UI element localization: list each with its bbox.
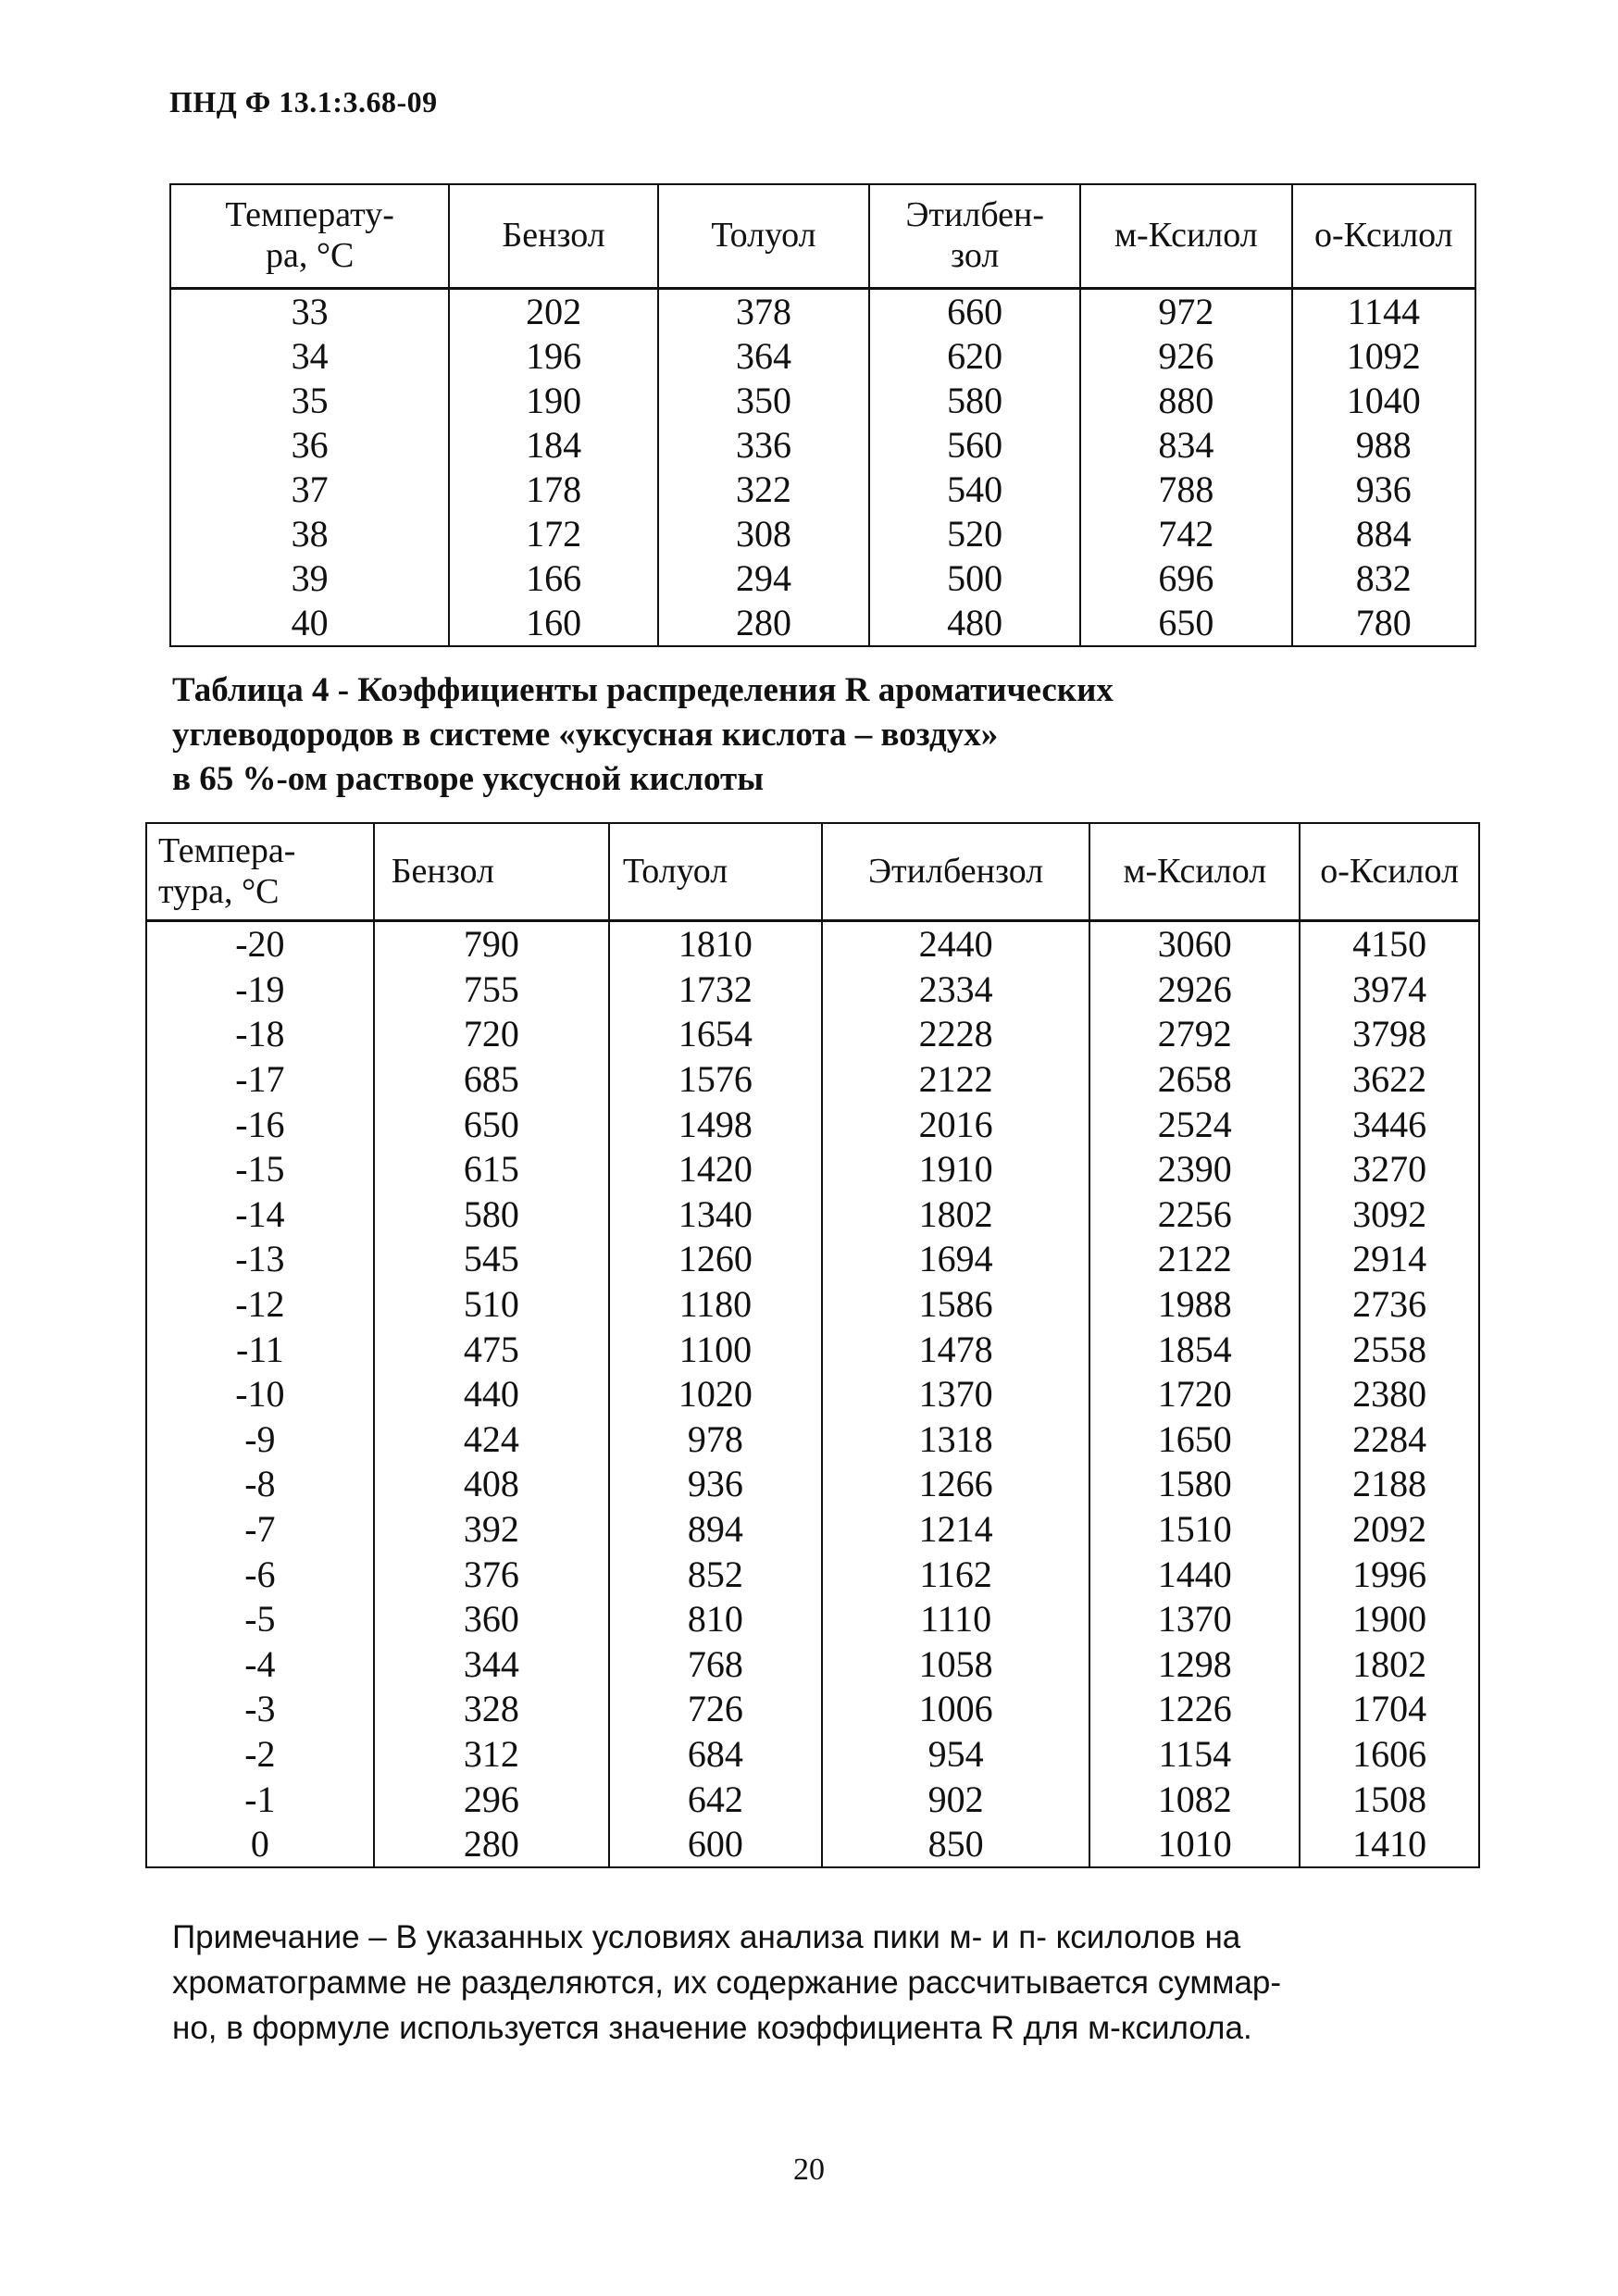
table-cell: 336 [658, 423, 869, 468]
table-cell: 34 [170, 334, 449, 379]
table-cell: 755 [374, 967, 609, 1013]
table-cell: 2256 [1089, 1192, 1300, 1238]
table-cell: 3446 [1300, 1102, 1479, 1147]
table-cell: 364 [658, 334, 869, 379]
column-header: о-Ксилол [1300, 823, 1479, 921]
table-cell: 480 [869, 601, 1080, 646]
table-cell: 684 [609, 1732, 822, 1778]
table-cell: 1732 [609, 967, 822, 1013]
table-cell: 852 [609, 1552, 822, 1597]
table-row [146, 1507, 1479, 1553]
table-cell: 1110 [822, 1597, 1089, 1642]
table-cell: 38 [170, 512, 449, 556]
table-cell: 540 [869, 468, 1080, 512]
table-cell: 1340 [609, 1192, 822, 1238]
table-cell: 1370 [822, 1372, 1089, 1417]
table-cell: 36 [170, 423, 449, 468]
table-cell: -19 [146, 967, 374, 1013]
table-cell: 1162 [822, 1552, 1089, 1597]
table-cell: 780 [1292, 601, 1475, 646]
page-number: 20 [793, 2152, 825, 2187]
table-cell: 3270 [1300, 1147, 1479, 1192]
column-header: Этилбен- зол [869, 184, 1080, 289]
table-cell: 1410 [1300, 1822, 1479, 1868]
table-cell: 294 [658, 556, 869, 601]
table-row [170, 334, 1475, 379]
table-cell: 600 [609, 1822, 822, 1868]
table-cell: 832 [1292, 556, 1475, 601]
table-cell: 1854 [1089, 1327, 1300, 1372]
table-cell: 2914 [1300, 1237, 1479, 1282]
table-cell: 2228 [822, 1012, 1089, 1057]
table-cell: -11 [146, 1327, 374, 1372]
table-row [146, 1282, 1479, 1328]
table-cell: 2792 [1089, 1012, 1300, 1057]
table-row [170, 601, 1475, 646]
table-cell: 202 [449, 289, 657, 335]
table-row [170, 556, 1475, 601]
table-cell: 720 [374, 1012, 609, 1057]
table-cell: 312 [374, 1732, 609, 1778]
table-cell: -16 [146, 1102, 374, 1147]
table-cell: 280 [374, 1822, 609, 1868]
table-cell: 1020 [609, 1372, 822, 1417]
table-cell: 3622 [1300, 1057, 1479, 1103]
table-cell: 560 [869, 423, 1080, 468]
column-header: Бензол [449, 184, 657, 289]
table-cell: 580 [869, 379, 1080, 423]
table-cell: 520 [869, 512, 1080, 556]
table-cell: 0 [146, 1822, 374, 1868]
table-cell: -6 [146, 1552, 374, 1597]
table-cell: 726 [609, 1687, 822, 1732]
table-cell: 328 [374, 1687, 609, 1732]
column-header: м-Ксилол [1089, 823, 1300, 921]
table-cell: 1082 [1089, 1777, 1300, 1822]
table-row [146, 1642, 1479, 1688]
column-header: Этилбензол [822, 823, 1089, 921]
table-cell: 1810 [609, 921, 822, 967]
table-cell: 3798 [1300, 1012, 1479, 1057]
table-cell: -10 [146, 1372, 374, 1417]
table-cell: 1420 [609, 1147, 822, 1192]
table-cell: 1900 [1300, 1597, 1479, 1642]
table-cell: -1 [146, 1777, 374, 1822]
table-row [146, 1552, 1479, 1597]
table-cell: 2658 [1089, 1057, 1300, 1103]
table-cell: 35 [170, 379, 449, 423]
table-cell: 1510 [1089, 1507, 1300, 1553]
table-cell: 978 [609, 1417, 822, 1463]
table-cell: 742 [1080, 512, 1291, 556]
table-cell: 196 [449, 334, 657, 379]
table-cell: 768 [609, 1642, 822, 1688]
table-cell: -8 [146, 1462, 374, 1507]
note-line: но, в формуле используется значение коэффициента R для м-ксилола. [172, 2010, 1252, 2046]
table-cell: 2440 [822, 921, 1089, 967]
table-cell: 642 [609, 1777, 822, 1822]
table-cell: 172 [449, 512, 657, 556]
table-cell: 894 [609, 1507, 822, 1553]
table-cell: 1180 [609, 1282, 822, 1328]
table-row [146, 1192, 1479, 1238]
table-cell: 178 [449, 468, 657, 512]
table-cell: 1214 [822, 1507, 1089, 1553]
table-cell: 500 [869, 556, 1080, 601]
table-cell: 1260 [609, 1237, 822, 1282]
table-cell: 378 [658, 289, 869, 335]
table-row [146, 1822, 1479, 1868]
table-cell: -20 [146, 921, 374, 967]
table-cell: 1586 [822, 1282, 1089, 1328]
table-cell: 620 [869, 334, 1080, 379]
table-row [146, 1597, 1479, 1642]
table-cell: 884 [1292, 512, 1475, 556]
table-row [146, 967, 1479, 1013]
table-cell: 360 [374, 1597, 609, 1642]
table-cell: 788 [1080, 468, 1291, 512]
table-cell: 902 [822, 1777, 1089, 1822]
table-cell: 1006 [822, 1687, 1089, 1732]
table-cell: 475 [374, 1327, 609, 1372]
column-header: о-Ксилол [1292, 184, 1475, 289]
table-cell: -12 [146, 1282, 374, 1328]
table-cell: 1802 [822, 1192, 1089, 1238]
table-cell: -5 [146, 1597, 374, 1642]
table-cell: 2558 [1300, 1327, 1479, 1372]
table-cell: 408 [374, 1462, 609, 1507]
column-header: Температу- ра, °С [170, 184, 449, 289]
column-header: Бензол [374, 823, 609, 921]
table-4 [145, 822, 1480, 1868]
table-row [146, 1372, 1479, 1417]
table-cell: 37 [170, 468, 449, 512]
table-3-continuation [169, 183, 1476, 647]
table-cell: 1802 [1300, 1642, 1479, 1688]
table-row [146, 1057, 1479, 1103]
table-cell: 1580 [1089, 1462, 1300, 1507]
table-cell: 376 [374, 1552, 609, 1597]
table-cell: 1370 [1089, 1597, 1300, 1642]
table-cell: 660 [869, 289, 1080, 335]
table-cell: 1694 [822, 1237, 1089, 1282]
table-row [146, 1462, 1479, 1507]
table-cell: 1298 [1089, 1642, 1300, 1688]
column-header: Темпера- тура, °С [146, 823, 374, 921]
table-row [146, 1102, 1479, 1147]
table-cell: 2284 [1300, 1417, 1479, 1463]
table-cell: -4 [146, 1642, 374, 1688]
table-cell: 880 [1080, 379, 1291, 423]
table-cell: 834 [1080, 423, 1291, 468]
table-cell: 1988 [1089, 1282, 1300, 1328]
table-cell: 545 [374, 1237, 609, 1282]
note-line: Примечание – В указанных условиях анализа пики м- и п- ксилолов на [172, 1919, 1241, 1955]
table-cell: 308 [658, 512, 869, 556]
table-row [146, 1327, 1479, 1372]
table-cell: 2016 [822, 1102, 1089, 1147]
table-cell: 790 [374, 921, 609, 967]
table-cell: 322 [658, 468, 869, 512]
table-cell: 850 [822, 1822, 1089, 1868]
table-cell: 936 [609, 1462, 822, 1507]
table-cell: 1720 [1089, 1372, 1300, 1417]
table-cell: 1226 [1089, 1687, 1300, 1732]
table-header-row [170, 184, 1475, 289]
table-cell: 615 [374, 1147, 609, 1192]
table-row [170, 512, 1475, 556]
table-cell: 296 [374, 1777, 609, 1822]
table-cell: 2334 [822, 967, 1089, 1013]
table-cell: 3060 [1089, 921, 1300, 967]
table-cell: 1040 [1292, 379, 1475, 423]
table-cell: -13 [146, 1237, 374, 1282]
table-cell: 2926 [1089, 967, 1300, 1013]
table-cell: 190 [449, 379, 657, 423]
table-row [146, 1237, 1479, 1282]
table-cell: 1606 [1300, 1732, 1479, 1778]
table-cell: 1154 [1089, 1732, 1300, 1778]
caption-line: углеводородов в системе «уксусная кислота – воздух» [172, 716, 999, 754]
table-cell: -17 [146, 1057, 374, 1103]
table-cell: 510 [374, 1282, 609, 1328]
table-cell: 1576 [609, 1057, 822, 1103]
table-cell: 1996 [1300, 1552, 1479, 1597]
table-cell: 1058 [822, 1642, 1089, 1688]
column-header: м-Ксилол [1080, 184, 1291, 289]
table-cell: 2736 [1300, 1282, 1479, 1328]
column-header: Толуол [609, 823, 822, 921]
table-cell: 1478 [822, 1327, 1089, 1372]
table-cell: 1266 [822, 1462, 1089, 1507]
table-cell: 650 [1080, 601, 1291, 646]
table-cell: 344 [374, 1642, 609, 1688]
table-cell: 2092 [1300, 1507, 1479, 1553]
table-cell: 650 [374, 1102, 609, 1147]
table-cell: 954 [822, 1732, 1089, 1778]
table-cell: 2188 [1300, 1462, 1479, 1507]
table-cell: 2390 [1089, 1147, 1300, 1192]
caption-line: Таблица 4 - Коэффициенты распределения R ароматических [172, 671, 1114, 709]
table-cell: 2122 [1089, 1237, 1300, 1282]
table-row [170, 289, 1475, 335]
table-row [146, 1777, 1479, 1822]
table-cell: 2380 [1300, 1372, 1479, 1417]
table-cell: 1654 [609, 1012, 822, 1057]
table-cell: -18 [146, 1012, 374, 1057]
table-cell: 424 [374, 1417, 609, 1463]
table-row [170, 423, 1475, 468]
table-cell: 3092 [1300, 1192, 1479, 1238]
table-cell: 685 [374, 1057, 609, 1103]
table-cell: 972 [1080, 289, 1291, 335]
table-row [146, 921, 1479, 967]
table-cell: 350 [658, 379, 869, 423]
table-cell: 1318 [822, 1417, 1089, 1463]
table-cell: 2524 [1089, 1102, 1300, 1147]
table-cell: 1498 [609, 1102, 822, 1147]
table-cell: 40 [170, 601, 449, 646]
table-cell: 926 [1080, 334, 1291, 379]
table-row [146, 1012, 1479, 1057]
table-cell: 392 [374, 1507, 609, 1553]
table-cell: 810 [609, 1597, 822, 1642]
table-cell: -2 [146, 1732, 374, 1778]
table-cell: 1704 [1300, 1687, 1479, 1732]
table-cell: 440 [374, 1372, 609, 1417]
column-header: Толуол [658, 184, 869, 289]
table-cell: 39 [170, 556, 449, 601]
table-cell: 1650 [1089, 1417, 1300, 1463]
table-cell: 1100 [609, 1327, 822, 1372]
table-row [146, 1687, 1479, 1732]
table-cell: 2122 [822, 1057, 1089, 1103]
caption-line: в 65 %-ом растворе уксусной кислоты [172, 760, 765, 798]
table-cell: 580 [374, 1192, 609, 1238]
table-cell: -15 [146, 1147, 374, 1192]
table-cell: 1010 [1089, 1822, 1300, 1868]
table-cell: 166 [449, 556, 657, 601]
table-cell: -9 [146, 1417, 374, 1463]
table-cell: 184 [449, 423, 657, 468]
table-row [146, 1417, 1479, 1463]
table-cell: 3974 [1300, 967, 1479, 1013]
table-row [170, 379, 1475, 423]
table-cell: 1092 [1292, 334, 1475, 379]
table-cell: 280 [658, 601, 869, 646]
table-cell: 1440 [1089, 1552, 1300, 1597]
table-row [146, 1147, 1479, 1192]
table-header-row [146, 823, 1479, 921]
table-cell: 1144 [1292, 289, 1475, 335]
table-4-caption [172, 668, 1468, 802]
table-cell: 33 [170, 289, 449, 335]
table-cell: -3 [146, 1687, 374, 1732]
table-cell: 936 [1292, 468, 1475, 512]
table-cell: -14 [146, 1192, 374, 1238]
note-line: хроматограмме не разделяются, их содержание рассчитывается суммар- [172, 1965, 1282, 2001]
table-cell: 4150 [1300, 921, 1479, 967]
table-cell: 160 [449, 601, 657, 646]
table-row [146, 1732, 1479, 1778]
table-cell: 696 [1080, 556, 1291, 601]
table-cell: 1910 [822, 1147, 1089, 1192]
table-cell: 988 [1292, 423, 1475, 468]
table-note [172, 1915, 1468, 2051]
table-cell: 1508 [1300, 1777, 1479, 1822]
table-cell: -7 [146, 1507, 374, 1553]
table-row [170, 468, 1475, 512]
document-code: ПНД Ф 13.1:3.68-09 [169, 85, 438, 119]
